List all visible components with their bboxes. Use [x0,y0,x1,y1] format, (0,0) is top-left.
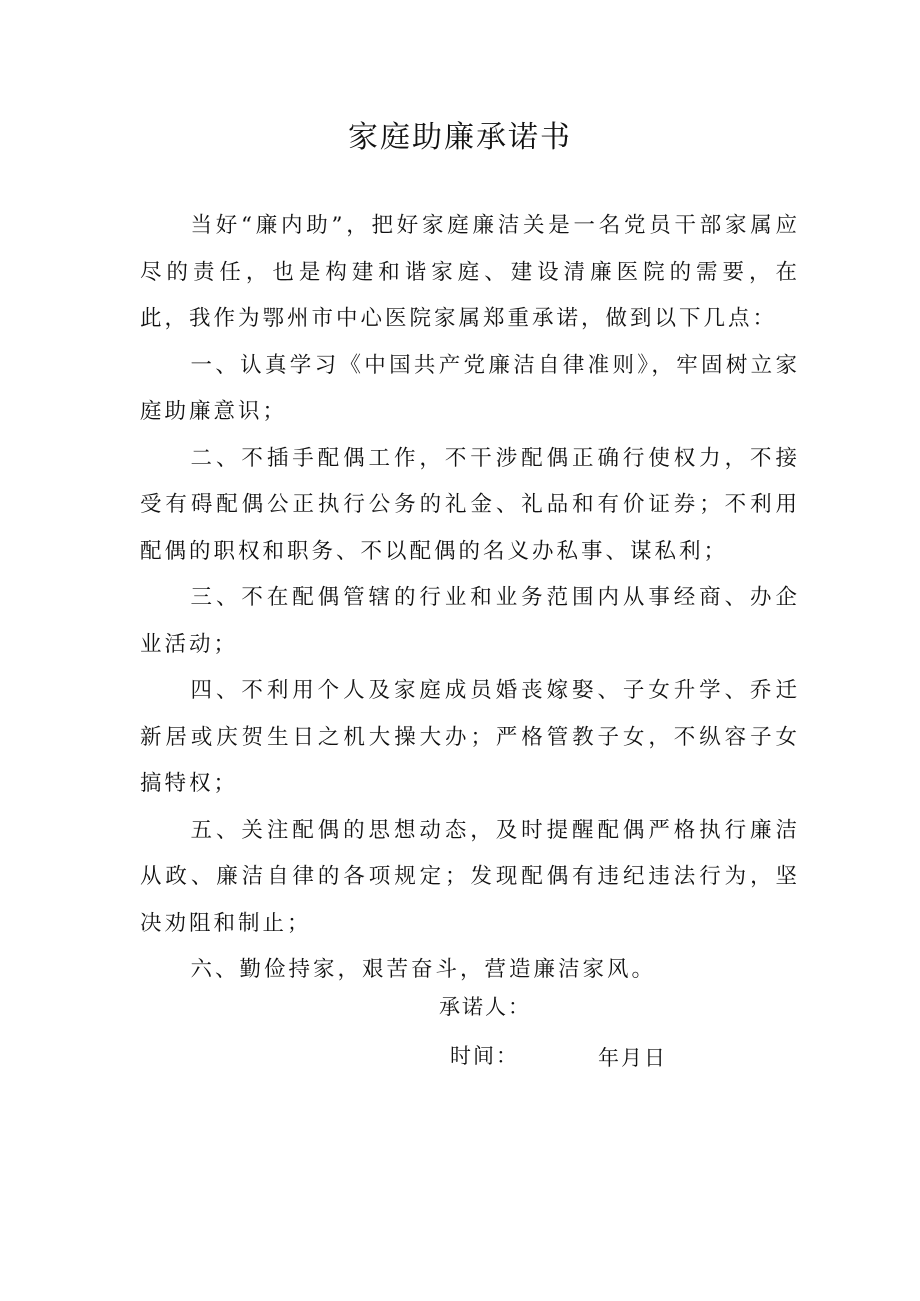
document-title: 家庭助廉承诺书 [348,120,572,155]
signatory-label: 承诺人： [439,995,531,1019]
date-label: 时间： [450,1044,519,1068]
commitment-item-2: 二、不插手配偶工作，不干涉配偶正确行使权力，不接受有碍配偶公正执行公务的礼金、礼品和有价证券；不利用配偶的职权和职务、不以配偶的名义办私事、谋私利； [140,445,800,564]
commitment-item-1: 一、认真学习《中国共产党廉洁自律准则》，牢固树立家庭助廉意识； [140,352,800,424]
commitment-item-6: 六、勤俭持家，艰苦奋斗，营造廉洁家风。 [190,957,657,982]
commitment-item-5: 五、关注配偶的思想动态，及时提醒配偶严格执行廉洁从政、廉洁自律的各项规定；发现配偶有违纪违法行为，坚决劝阻和制止； [140,817,800,936]
commitment-item-4: 四、不利用个人及家庭成员婚丧嫁娶、子女升学、乔迁新居或庆贺生日之机大操大办；严格管教子女，不纵容子女搞特权； [140,678,800,796]
date-value: 年月日 [598,1046,667,1070]
document-body [140,203,800,994]
commitment-item-3: 三、不在配偶管辖的行业和业务范围内从事经商、办企业活动； [140,585,800,657]
intro-paragraph: 当好“廉内助”，把好家庭廉洁关是一名党员干部家属应尽的责任，也是构建和谐家庭、建设清廉医院的需要，在此，我作为鄂州市中心医院家属郑重承诺，做到以下几点： [140,213,800,331]
